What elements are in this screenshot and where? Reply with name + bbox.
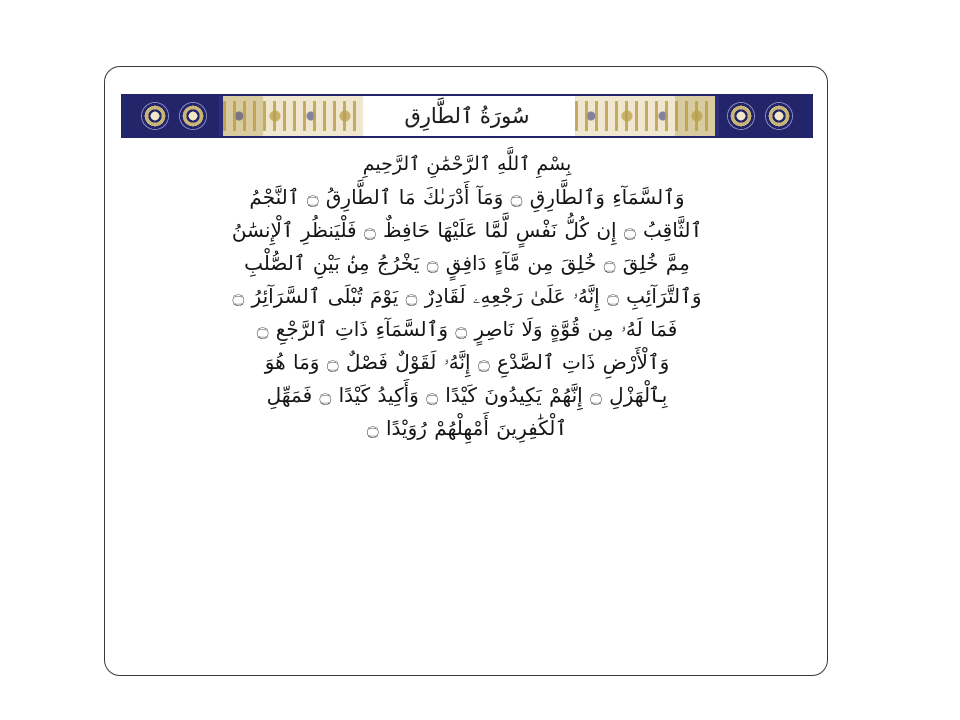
ayah-line: ٱلثَّاقِبُ ۝ إِن كُلُّ نَفْسٍ لَّمَّا عَلَيْهَا حَافِظٌ ۝ فَلْيَنظُرِ ٱلْإِنسَٰنُ xyxy=(231,218,703,242)
ornament-medallion-icon xyxy=(765,102,793,130)
arabesque-ornament-icon xyxy=(575,101,711,131)
basmala-line: بِسْمِ ٱللَّهِ ٱلرَّحْمَٰنِ ٱلرَّحِيمِ xyxy=(362,153,572,175)
ornament-medallion-icon xyxy=(141,102,169,130)
ornament-medallion-icon xyxy=(727,102,755,130)
ornament-medallion-icon xyxy=(179,102,207,130)
surah-title: سُورَةُ ٱلطَّارِق xyxy=(404,104,530,128)
ayah-line: مِمَّ خُلِقَ ۝ خُلِقَ مِن مَّآءٍ دَافِقٍ ۝ يَخْرُجُ مِنۢ بَيْنِ ٱلصُّلْبِ xyxy=(244,251,690,275)
ayah-line: ٱلْكَٰفِرِينَ أَمْهِلْهُمْ رُوَيْدًا ۝ xyxy=(366,416,568,440)
arabesque-ornament-icon xyxy=(223,101,359,131)
quran-text-body xyxy=(125,149,809,445)
ayah-block-first xyxy=(125,181,809,346)
mushaf-page-sheet xyxy=(104,66,828,676)
surah-header-band xyxy=(121,94,813,138)
ayah-line: بِٱلْهَزْلِ ۝ إِنَّهُمْ يَكِيدُونَ كَيْدًا ۝ وَأَكِيدُ كَيْدًا ۝ فَمَهِّلِ xyxy=(266,383,668,407)
ayah-block-second xyxy=(125,346,809,445)
page-blank-area xyxy=(125,537,809,657)
ayah-line: وَٱلتَّرَآئِبِ ۝ إِنَّهُۥ عَلَىٰ رَجْعِهِۦ لَقَادِرٌ ۝ يَوْمَ تُبْلَى ٱلسَّرَآئِرُ ۝ xyxy=(232,284,702,308)
ayah-line: فَمَا لَهُۥ مِن قُوَّةٍ وَلَا نَاصِرٍ ۝ وَٱلسَّمَآءِ ذَاتِ ٱلرَّجْعِ ۝ xyxy=(256,317,678,341)
ayah-line: وَٱلْأَرْضِ ذَاتِ ٱلصَّدْعِ ۝ إِنَّهُۥ لَقَوْلٌ فَصْلٌ ۝ وَمَا هُوَ xyxy=(264,350,670,374)
ayah-line: وَٱلسَّمَآءِ وَٱلطَّارِقِ ۝ وَمَآ أَدْرَىٰكَ مَا ٱلطَّارِقُ ۝ ٱلنَّجْمُ xyxy=(249,185,685,209)
